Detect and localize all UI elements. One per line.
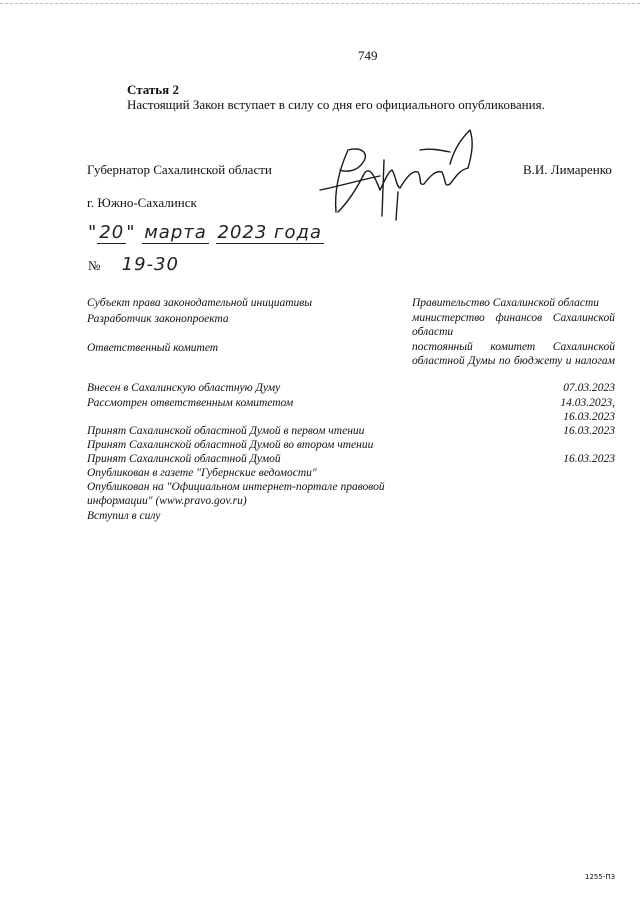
date-year: 2023 года: [217, 222, 322, 243]
info-label-adopted: Принят Сахалинской областной Думой: [87, 453, 281, 465]
info-value-committee: постоянный комитет Сахалинской областной Думы по бюджету и налогам: [412, 341, 615, 367]
date-day: 20: [99, 222, 125, 243]
info-value-reviewed-2: 16.03.2023: [563, 411, 615, 423]
info-label-published-portal: Опубликован на "Официальном интернет-портале правовой информации" (www.pravo.gov.ru): [87, 481, 385, 507]
info-label-published-newspaper: Опубликован в газете "Губернские ведомости": [87, 467, 317, 479]
city: г. Южно-Сахалинск: [87, 195, 197, 210]
info-value-submitted: 07.03.2023: [563, 382, 615, 394]
info-value-subject: Правительство Сахалинской области: [412, 297, 600, 309]
handwritten-date: [88, 222, 324, 243]
info-label-developer: Разработчик законопроекта: [87, 313, 229, 325]
number-handwritten: 19-30: [121, 254, 179, 275]
info-label-second-reading: Принят Сахалинской областной Думой во втором чтении: [87, 439, 374, 451]
info-label-in-force: Вступил в силу: [87, 510, 161, 522]
info-label-committee: Ответственный комитет: [87, 342, 219, 354]
info-value-first-reading: 16.03.2023: [563, 425, 615, 437]
handwritten-signature: [300, 120, 500, 225]
document-code: 1255-ПЗ: [585, 873, 616, 881]
date-quote-open: ": [88, 222, 98, 243]
article-title: Статья 2: [127, 82, 179, 97]
number-sign: №: [88, 258, 101, 273]
page-number: 749: [358, 48, 378, 63]
info-value-adopted: 16.03.2023: [563, 453, 615, 465]
info-value-developer: министерство финансов Сахалинской области: [412, 312, 615, 338]
article-text: Настоящий Закон вступает в силу со дня его официального опубликования.: [127, 97, 545, 112]
scan-top-edge: [0, 3, 640, 14]
info-label-submitted: Внесен в Сахалинскую областную Думу: [87, 382, 281, 394]
info-value-reviewed: 14.03.2023,: [560, 397, 615, 409]
law-number: [88, 254, 179, 275]
info-label-reviewed: Рассмотрен ответственным комитетом: [87, 397, 294, 409]
governor-name: В.И. Лимаренко: [523, 162, 612, 177]
info-label-first-reading: Принят Сахалинской областной Думой в первом чтении: [87, 425, 365, 437]
date-quote-close: ": [126, 222, 136, 243]
info-label-subject: Субъект права законодательной инициативы: [87, 297, 313, 309]
governor-title: Губернатор Сахалинской области: [87, 162, 272, 177]
date-month: марта: [144, 222, 207, 243]
